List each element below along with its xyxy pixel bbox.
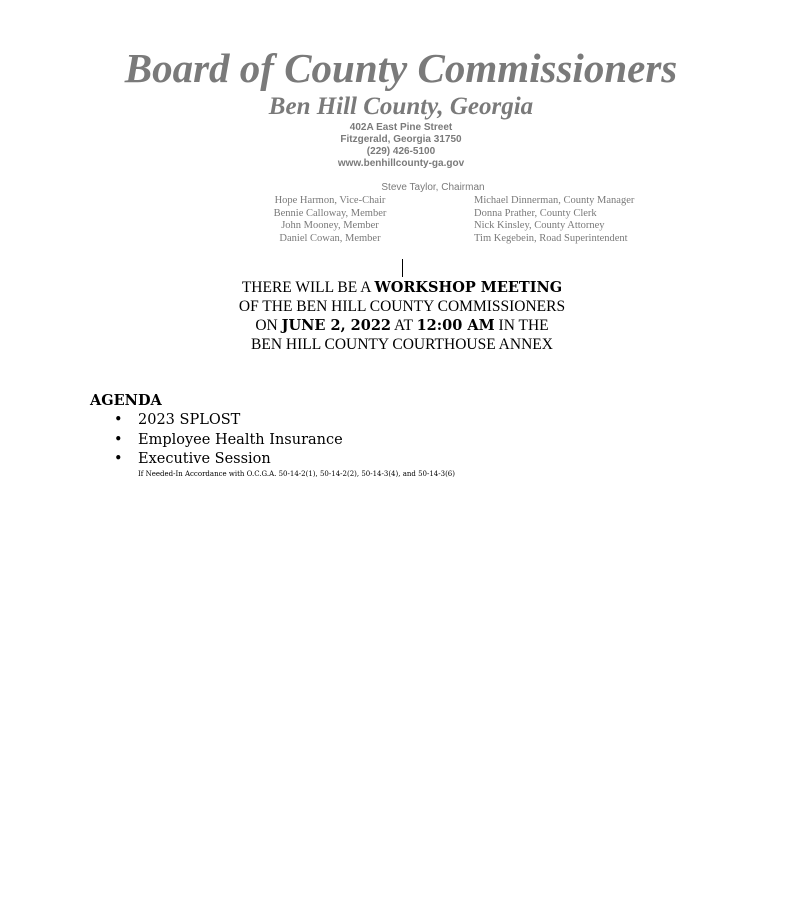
agenda-item-label: Executive Session — [138, 451, 271, 467]
notice-text: THERE WILL BE A — [241, 279, 375, 296]
staff-item: Donna Prather, County Clerk — [474, 207, 597, 219]
bullet-icon: • — [114, 431, 123, 448]
staff-item: Michael Dinnerman, County Manager — [474, 195, 635, 206]
staff-list — [474, 195, 714, 245]
meeting-notice — [0, 278, 804, 354]
agenda-item — [112, 450, 343, 470]
commissioner-item: Bennie Calloway, Member — [273, 207, 387, 219]
executive-session-note: If Needed-In Accordance with O.C.G.A. 50-14-2(1), 50-14-2(2), 50-14-3(4), and 50-14-3(6) — [138, 470, 455, 478]
commissioner-list — [260, 195, 400, 245]
meeting-date: JUNE 2, 2022 — [281, 317, 392, 334]
city-state-zip: Fitzgerald, Georgia 31750 — [340, 134, 462, 145]
agenda-list — [112, 411, 343, 470]
notice-line-1 — [0, 278, 804, 297]
notice-line-4: BEN HILL COUNTY COURTHOUSE ANNEX — [251, 336, 553, 353]
staff-item: Tim Kegebein, Road Superintendent — [474, 232, 628, 244]
commissioner-item: John Mooney, Member — [281, 220, 379, 231]
board-title: Board of County Commissioners — [124, 45, 678, 91]
street-address: 402A East Pine Street — [349, 122, 453, 133]
notice-text: AT — [391, 317, 417, 334]
agenda-item-label: 2023 SPLOST — [138, 412, 241, 428]
staff-item: Nick Kinsley, County Attorney — [474, 220, 605, 231]
agenda-item — [112, 411, 343, 431]
text-cursor[interactable] — [402, 259, 403, 277]
notice-text: IN THE — [494, 317, 549, 334]
agenda-heading: AGENDA — [90, 392, 162, 409]
phone-number: (229) 426-5100 — [366, 146, 436, 157]
commissioner-item: Daniel Cowan, Member — [279, 232, 381, 244]
agenda-item-label: Employee Health Insurance — [138, 431, 343, 448]
bullet-icon: • — [114, 412, 123, 428]
county-subtitle: Ben Hill County, Georgia — [268, 93, 534, 120]
meeting-time: 12:00 AM — [416, 317, 495, 334]
commissioner-item: Hope Harmon, Vice-Chair — [274, 195, 386, 206]
meeting-type: WORKSHOP MEETING — [374, 279, 563, 296]
notice-text: ON — [255, 317, 282, 334]
notice-line-2: OF THE BEN HILL COUNTY COMMISSIONERS — [238, 298, 566, 315]
notice-line-3 — [0, 316, 804, 335]
agenda-item — [112, 431, 343, 451]
chairman-name: Steve Taylor, Chairman — [381, 182, 485, 193]
bullet-icon: • — [114, 451, 123, 467]
website-url: www.benhillcounty-ga.gov — [337, 158, 465, 169]
